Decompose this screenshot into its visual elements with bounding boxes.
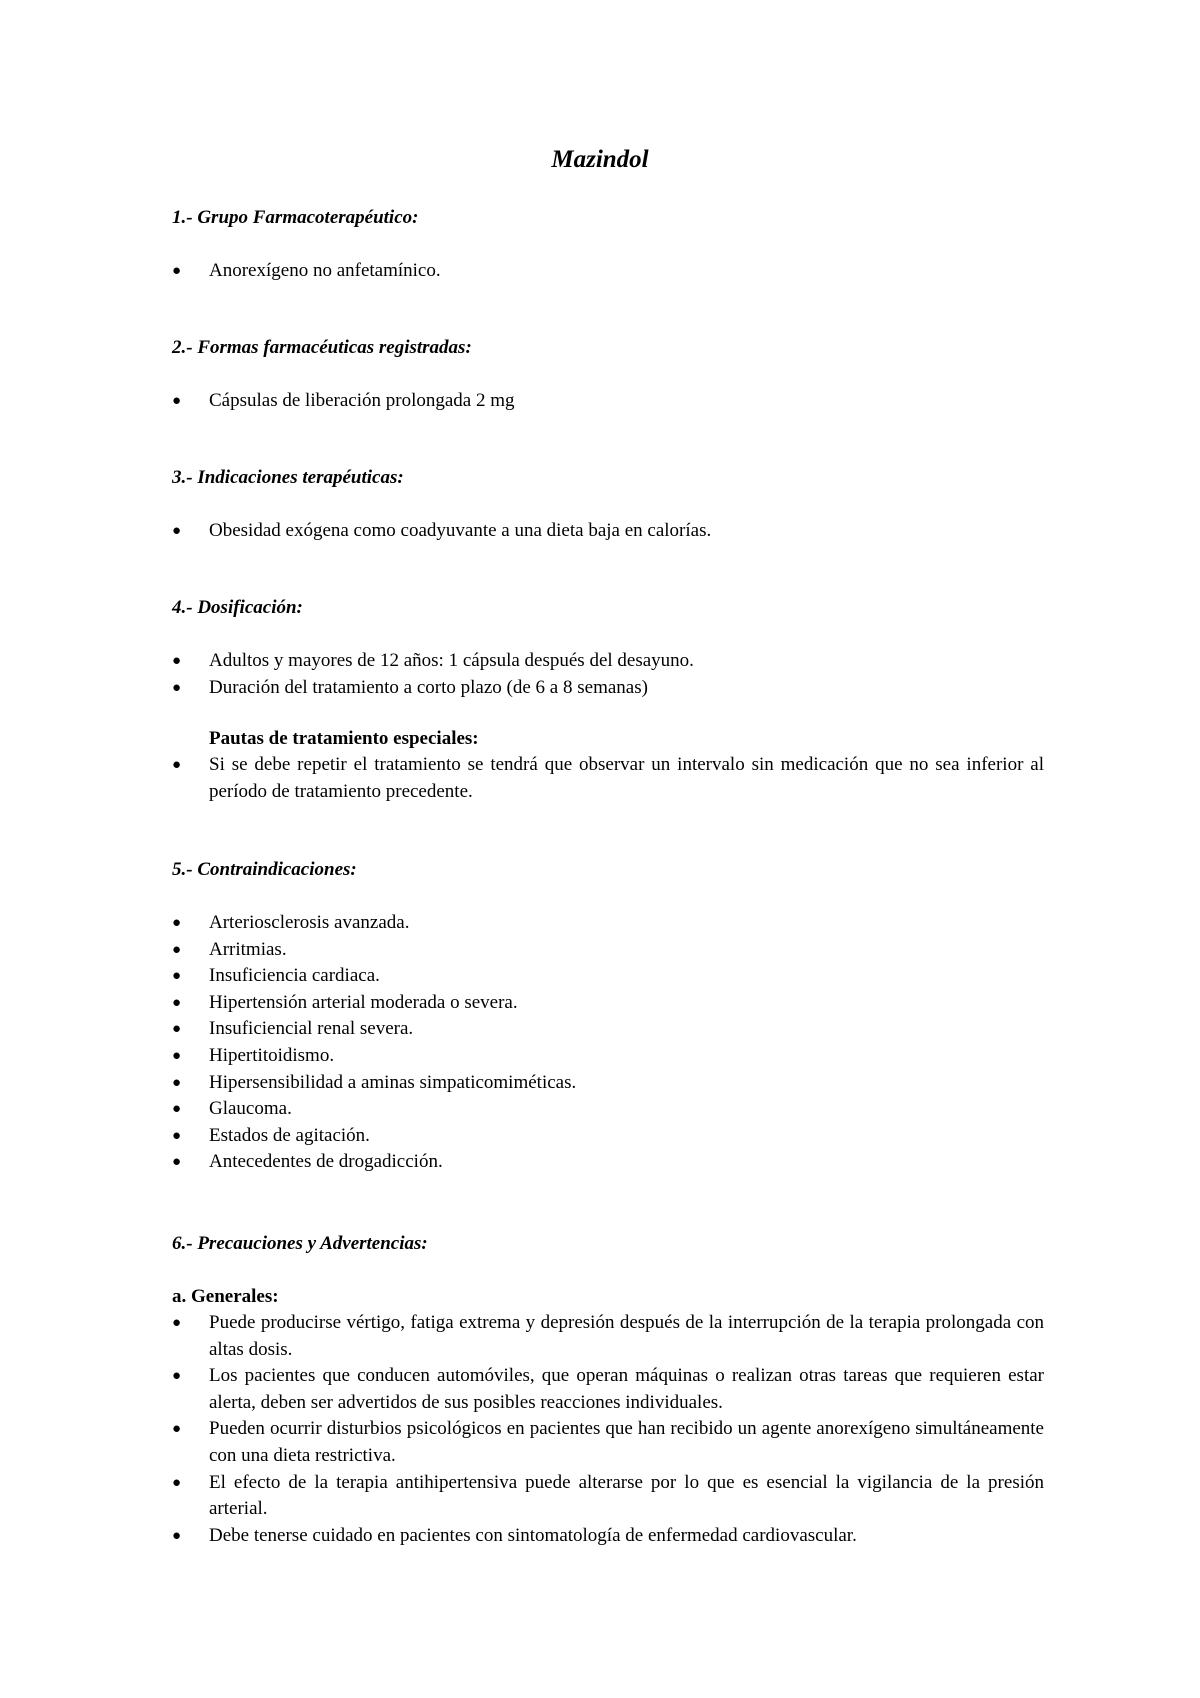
bullet-icon: ● xyxy=(172,1474,182,1491)
bullet-icon: ● xyxy=(172,757,182,773)
list-item: ● Insuficiencial renal severa. xyxy=(172,1016,1044,1043)
list-item: ● Antecedentes de drogadicción. xyxy=(172,1149,1044,1176)
list-item: ● Anorexígeno no anfetamínico. xyxy=(172,258,1044,285)
bullet-icon: ● xyxy=(172,1368,182,1385)
list-item: ● Obesidad exógena como coadyuvante a una dieta baja en calorías. xyxy=(172,518,1044,545)
list-item: ● Duración del tratamiento a corto plazo (de 6 a 8 semanas) xyxy=(172,675,1044,702)
section-4-subheading: Pautas de tratamiento especiales: xyxy=(209,728,479,749)
section-5-heading: 5.- Contraindicaciones: xyxy=(172,859,357,880)
bullet-icon: ● xyxy=(172,523,182,539)
bullet-icon: ● xyxy=(172,1527,182,1544)
list-item: ● Cápsulas de liberación prolongada 2 mg xyxy=(172,388,1044,415)
section-1-heading: 1.- Grupo Farmacoterapéutico: xyxy=(172,207,419,228)
bullet-icon: ● xyxy=(172,941,182,958)
section-4-list xyxy=(172,648,1044,701)
list-item: ● Estados de agitación. xyxy=(172,1123,1044,1150)
list-item: ● Debe tenerse cuidado en pacientes con sintomatología de enfermedad cardiovascular. xyxy=(172,1523,1044,1550)
list-item: ● Hipersensibilidad a aminas simpaticomiméticas. xyxy=(172,1070,1044,1097)
bullet-icon: ● xyxy=(172,915,182,931)
bullet-icon: ● xyxy=(172,1421,182,1438)
list-item: ● Pueden ocurrir disturbios psicológicos en pacientes que han recibido un agente anorexígeno simultáneamente con una dieta restrictiva. xyxy=(172,1418,1044,1466)
list-item: ● Hipertitoidismo. xyxy=(172,1043,1044,1070)
list-item: ● Glaucoma. xyxy=(172,1096,1044,1123)
section-2-heading: 2.- Formas farmacéuticas registradas: xyxy=(172,337,472,358)
section-4-sublist xyxy=(172,752,1044,805)
bullet-icon: ● xyxy=(172,679,182,696)
section-4-heading: 4.- Dosificación: xyxy=(172,597,303,618)
bullet-icon: ● xyxy=(172,994,182,1011)
section-5-list xyxy=(172,910,1044,1176)
list-item: ● Arteriosclerosis avanzada. xyxy=(172,910,1044,937)
section-6-heading: 6.- Precauciones y Advertencias: xyxy=(172,1233,428,1254)
list-item: ● Insuficiencia cardiaca. xyxy=(172,963,1044,990)
section-6-list xyxy=(172,1310,1044,1549)
section-2-list xyxy=(172,388,1044,415)
bullet-icon: ● xyxy=(172,1101,182,1118)
bullet-icon: ● xyxy=(172,263,182,279)
bullet-icon: ● xyxy=(172,1127,182,1144)
list-item: ● Arritmias. xyxy=(172,937,1044,964)
section-1-list xyxy=(172,258,1044,285)
list-item: ● Adultos y mayores de 12 años: 1 cápsula después del desayuno. xyxy=(172,648,1044,675)
bullet-icon: ● xyxy=(172,393,182,409)
list-item: ● Puede producirse vértigo, fatiga extrema y depresión después de la interrupción de la terapia prolongada con altas dosis. xyxy=(172,1312,1044,1360)
bullet-icon: ● xyxy=(172,968,182,985)
list-item: ● Hipertensión arterial moderada o severa. xyxy=(172,990,1044,1017)
section-3-heading: 3.- Indicaciones terapéuticas: xyxy=(172,467,404,488)
document-title: Mazindol xyxy=(551,146,649,173)
bullet-icon: ● xyxy=(172,653,182,669)
list-item: ● Los pacientes que conducen automóviles, que operan máquinas o realizan otras tareas que requieren estar alerta, deben ser advertidos de sus posibles reacciones individuales. xyxy=(172,1365,1044,1413)
section-3-list xyxy=(172,518,1044,545)
bullet-icon: ● xyxy=(172,1154,182,1171)
bullet-icon: ● xyxy=(172,1074,182,1091)
section-6-subheading: a. Generales: xyxy=(172,1286,279,1307)
bullet-icon: ● xyxy=(172,1315,182,1331)
bullet-icon: ● xyxy=(172,1047,182,1064)
list-item: ● Si se debe repetir el tratamiento se tendrá que observar un intervalo sin medicación que no sea inferior al período de tratamiento precedente. xyxy=(172,754,1044,802)
bullet-icon: ● xyxy=(172,1021,182,1038)
list-item: ● El efecto de la terapia antihipertensiva puede alterarse por lo que es esencial la vigilancia de la presión arterial. xyxy=(172,1471,1044,1520)
